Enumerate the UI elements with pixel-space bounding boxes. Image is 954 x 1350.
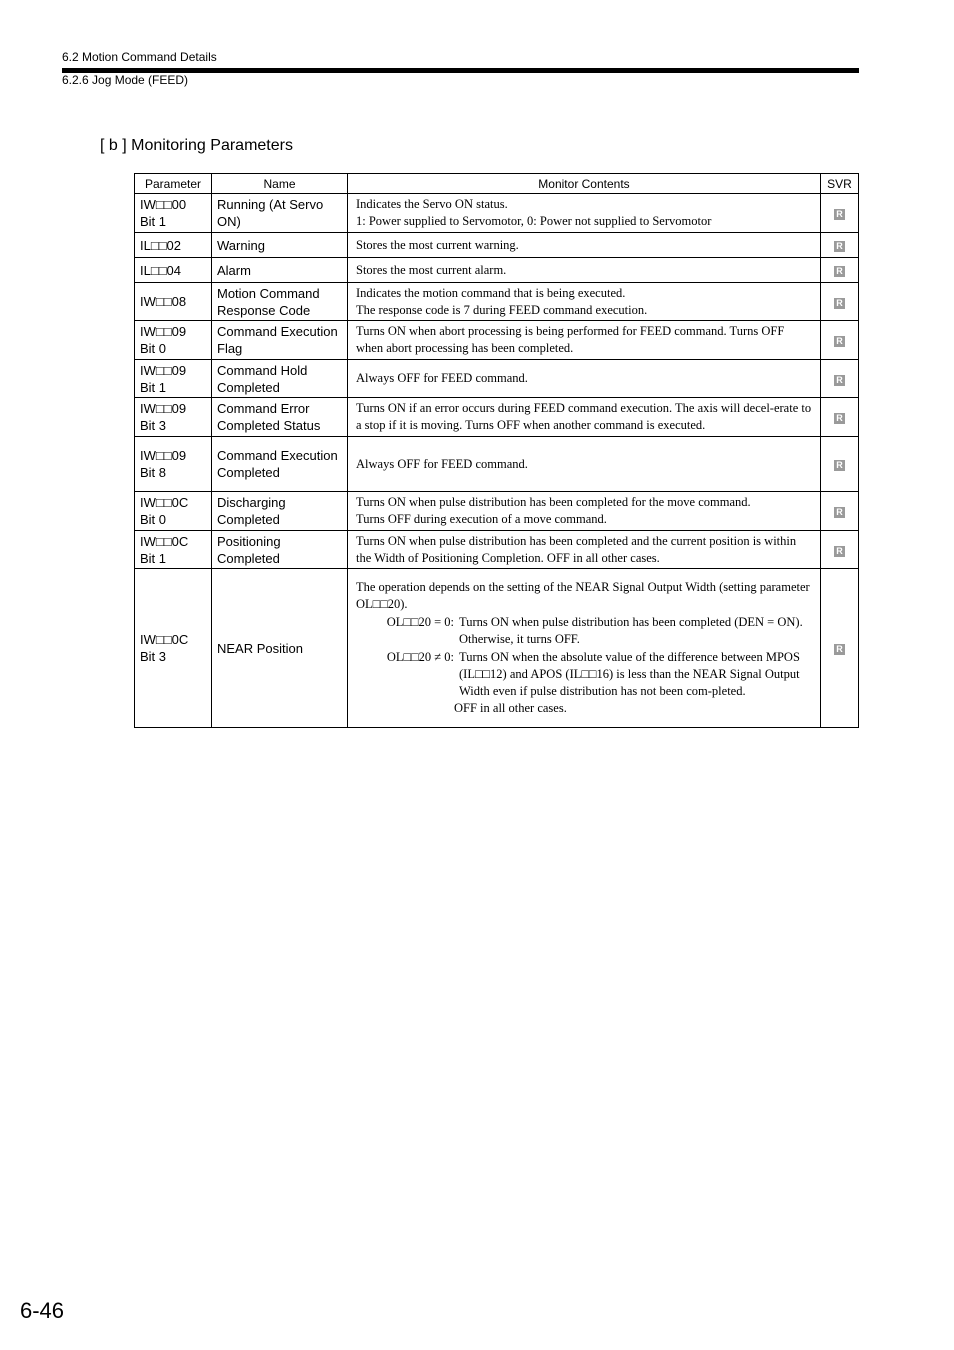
monitor-contents-cell bbox=[348, 492, 821, 531]
monitor-contents-cell bbox=[348, 531, 821, 569]
monitor-contents-cell bbox=[348, 194, 821, 233]
name-cell: NEAR Position bbox=[212, 569, 348, 728]
parameter-cell bbox=[135, 569, 212, 728]
read-only-r-icon: R bbox=[834, 241, 845, 252]
monitor-contents-cell bbox=[348, 283, 821, 321]
table-row bbox=[135, 437, 859, 492]
svr-cell bbox=[821, 258, 859, 283]
svr-cell bbox=[821, 569, 859, 728]
table-row bbox=[135, 283, 859, 321]
monitoring-parameters-table bbox=[134, 173, 859, 728]
read-only-r-icon: R bbox=[834, 413, 845, 424]
running-header-subsection: 6.2.6 Jog Mode (FEED) bbox=[62, 73, 189, 87]
contents-line: Always OFF for FEED command. bbox=[356, 371, 528, 385]
contents-line: Indicates the Servo ON status. bbox=[356, 197, 508, 211]
condition-description: Turns ON when the absolute value of the difference between MPOS (IL□□12) and APOS (IL□□16) is less than the NEAR Signal Output Width even if pulse distribution has not been com-pleted. bbox=[459, 650, 800, 698]
name-cell: Discharging Completed bbox=[212, 492, 348, 531]
parameter-register: IL□□04 bbox=[140, 262, 182, 278]
parameter-register: IW□□09 bbox=[140, 324, 187, 339]
column-header-monitor-contents: Monitor Contents bbox=[348, 174, 821, 194]
condition-label: OL□□20 = 0: bbox=[386, 615, 454, 629]
parameter-cell bbox=[135, 398, 212, 437]
table-header-row bbox=[135, 174, 859, 194]
svr-cell bbox=[821, 233, 859, 258]
svr-cell bbox=[821, 437, 859, 492]
table-row bbox=[135, 258, 859, 283]
parameter-register: IW□□09 bbox=[140, 401, 187, 416]
parameter-bit: Bit 8 bbox=[140, 465, 167, 480]
monitor-contents-cell bbox=[348, 233, 821, 258]
page-number: 6-46 bbox=[20, 1298, 65, 1323]
parameter-bit: Bit 0 bbox=[140, 341, 167, 356]
parameter-register: IW□□0C bbox=[140, 533, 189, 549]
monitor-contents-cell bbox=[348, 321, 821, 360]
section-title: [ b ] Monitoring Parameters bbox=[100, 137, 293, 154]
svr-cell bbox=[821, 283, 859, 321]
read-only-r-icon: R bbox=[834, 546, 845, 557]
contents-line: Indicates the motion command that is being executed. bbox=[356, 285, 626, 300]
parameter-register: IL□□02 bbox=[140, 237, 182, 253]
column-header-parameter: Parameter bbox=[135, 174, 212, 194]
svr-cell bbox=[821, 360, 859, 398]
table-body bbox=[135, 194, 859, 728]
read-only-r-icon: R bbox=[834, 507, 845, 518]
name-cell: Motion Command Response Code bbox=[212, 283, 348, 321]
monitor-contents-cell bbox=[348, 258, 821, 283]
parameter-bit: Bit 1 bbox=[140, 550, 167, 566]
contents-intro: The operation depends on the setting of the NEAR Signal Output Width (setting parameter OL□□20). bbox=[356, 580, 810, 611]
parameter-cell bbox=[135, 360, 212, 398]
name-cell: Warning bbox=[212, 233, 348, 258]
name-cell: Positioning Completed bbox=[212, 531, 348, 569]
parameter-cell bbox=[135, 283, 212, 321]
table-row bbox=[135, 531, 859, 569]
contents-line: Stores the most current warning. bbox=[356, 237, 519, 252]
running-header-section: 6.2 Motion Command Details bbox=[62, 50, 217, 64]
contents-line: Turns ON if an error occurs during FEED command execution. The axis will decel-erate to a stop if it is moving. Turns OFF when another command is executed. bbox=[356, 401, 812, 432]
column-header-svr: SVR bbox=[821, 174, 859, 194]
contents-line: 1: Power supplied to Servomotor, 0: Power not supplied to Servomotor bbox=[356, 214, 712, 228]
contents-line: Turns ON when pulse distribution has been completed and the current position is within the Width of Positioning Completion. OFF in all other cases. bbox=[356, 533, 797, 565]
contents-line: The response code is 7 during FEED command execution. bbox=[356, 302, 648, 317]
svr-cell bbox=[821, 194, 859, 233]
parameter-cell bbox=[135, 531, 212, 569]
contents-line: Stores the most current alarm. bbox=[356, 262, 507, 277]
parameter-register: IW□□00 bbox=[140, 197, 187, 212]
monitor-contents-cell bbox=[348, 569, 821, 728]
parameter-register: IW□□09 bbox=[140, 362, 187, 378]
table-row bbox=[135, 321, 859, 360]
parameter-register: IW□□08 bbox=[140, 294, 187, 309]
read-only-r-icon: R bbox=[834, 460, 845, 471]
parameter-bit: Bit 0 bbox=[140, 512, 167, 527]
table-row bbox=[135, 360, 859, 398]
condition-description: Turns ON when pulse distribution has been completed (DEN = ON). Otherwise, it turns OFF. bbox=[459, 615, 803, 646]
read-only-r-icon: R bbox=[834, 266, 845, 277]
svr-cell bbox=[821, 492, 859, 531]
parameter-cell bbox=[135, 321, 212, 360]
read-only-r-icon: R bbox=[834, 298, 845, 309]
monitor-contents-cell bbox=[348, 398, 821, 437]
read-only-r-icon: R bbox=[834, 375, 845, 386]
parameter-register: IW□□0C bbox=[140, 632, 189, 647]
parameter-register: IW□□0C bbox=[140, 495, 189, 510]
table-row bbox=[135, 492, 859, 531]
name-cell: Alarm bbox=[212, 258, 348, 283]
monitor-contents-cell bbox=[348, 360, 821, 398]
contents-line: Turns ON when pulse distribution has been completed for the move command. bbox=[356, 495, 751, 509]
parameter-cell bbox=[135, 194, 212, 233]
contents-line: Turns ON when abort processing is being performed for FEED command. Turns OFF when abort processing has been completed. bbox=[356, 324, 785, 355]
parameter-register: IW□□09 bbox=[140, 448, 187, 463]
contents-line: Always OFF for FEED command. bbox=[356, 456, 528, 471]
parameter-cell bbox=[135, 233, 212, 258]
table-row bbox=[135, 398, 859, 437]
parameter-bit: Bit 3 bbox=[140, 418, 167, 433]
name-cell: Running (At Servo ON) bbox=[212, 194, 348, 233]
name-cell: Command Execution Completed bbox=[212, 437, 348, 492]
svr-cell bbox=[821, 321, 859, 360]
svr-cell bbox=[821, 398, 859, 437]
condition-label: OL□□20 ≠ 0: bbox=[386, 650, 454, 664]
name-cell: Command Error Completed Status bbox=[212, 398, 348, 437]
table-row bbox=[135, 569, 859, 728]
name-cell: Command Execution Flag bbox=[212, 321, 348, 360]
condition-row bbox=[356, 614, 813, 648]
column-header-name: Name bbox=[212, 174, 348, 194]
condition-row bbox=[356, 649, 813, 700]
parameter-bit: Bit 3 bbox=[140, 649, 167, 664]
parameter-bit: Bit 1 bbox=[140, 379, 167, 395]
svr-cell bbox=[821, 531, 859, 569]
table-row bbox=[135, 233, 859, 258]
monitor-contents-cell bbox=[348, 437, 821, 492]
contents-tail: OFF in all other cases. bbox=[454, 701, 567, 715]
read-only-r-icon: R bbox=[834, 644, 845, 655]
name-cell: Command Hold Completed bbox=[212, 360, 348, 398]
parameter-cell bbox=[135, 258, 212, 283]
table-row bbox=[135, 194, 859, 233]
contents-line: Turns OFF during execution of a move command. bbox=[356, 512, 607, 526]
parameter-cell bbox=[135, 492, 212, 531]
read-only-r-icon: R bbox=[834, 336, 845, 347]
parameter-cell bbox=[135, 437, 212, 492]
read-only-r-icon: R bbox=[834, 209, 845, 220]
parameter-bit: Bit 1 bbox=[140, 214, 167, 229]
